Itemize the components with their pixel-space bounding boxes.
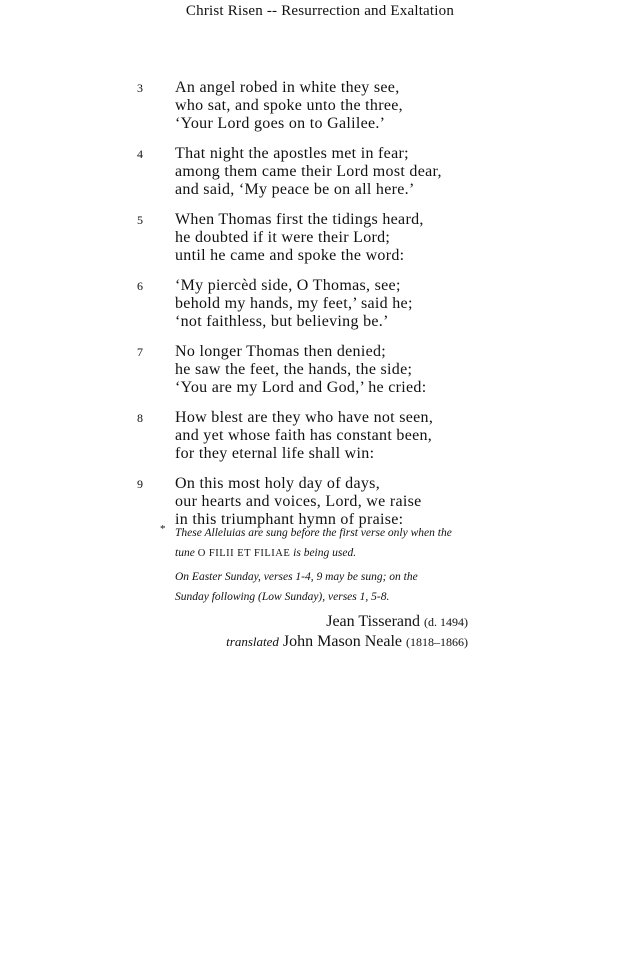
footnote-line: These Alleluias are sung before the first verse only when the [175,527,452,539]
footnote-text: tune [175,547,198,559]
verse-line: and said, ‘My peace be on all here.’ [175,181,415,198]
verse-line: An angel robed in white they see, [175,79,400,96]
author-credit [226,612,468,632]
verse-text [175,409,433,463]
verse-line: How blest are they who have not seen, [175,409,434,426]
author-dates: (d. 1494) [424,615,468,629]
verse-line: he doubted if it were their Lord; [175,229,391,246]
verse-number: 4 [137,147,143,161]
verse-line: No longer Thomas then denied; [175,343,387,360]
hymn-verses [0,79,640,541]
footnote-alleluias [175,523,452,564]
verse-text [175,145,442,199]
verse-line: our hearts and voices, Lord, we raise [175,493,422,510]
verse-number: 6 [137,279,143,293]
verse-text [175,211,424,265]
footnote-text: is being used. [290,547,357,559]
verse-line: for they eternal life shall win: [175,445,375,462]
verse-line: On this most holy day of days, [175,475,380,492]
verse-line: When Thomas first the tidings heard, [175,211,424,228]
footnote-marker: * [160,523,166,535]
verse [0,145,640,211]
verse-line: ‘My piercèd side, O Thomas, see; [175,277,401,294]
verse [0,211,640,277]
verse-line: ‘not faithless, but believing be.’ [175,313,389,330]
verse-line: behold my hands, my feet,’ said he; [175,295,413,312]
verse-line: and yet whose faith has constant been, [175,427,433,444]
verse [0,343,640,409]
verse [0,79,640,145]
footnote-line: Sunday following (Low Sunday), verses 1, 5-8. [175,591,390,603]
verse-text [175,79,403,133]
verse-line: That night the apostles met in fear; [175,145,409,162]
verse-number: 5 [137,213,143,227]
footnote-line [175,543,452,564]
verse-line: ‘Your Lord goes on to Galilee.’ [175,115,386,132]
verse-number: 3 [137,81,143,95]
verse [0,277,640,343]
verse-text [175,277,413,331]
verse-line: until he came and spoke the word: [175,247,405,264]
translator-name: John Mason Neale [282,633,402,650]
translated-label: translated [226,634,279,649]
running-head: Christ Risen -- Resurrection and Exaltation [185,3,455,19]
verse-number: 7 [137,345,143,359]
author-name: Jean Tisserand [326,613,420,630]
verse-text [175,343,426,397]
translator-dates: (1818–1866) [406,635,468,649]
tune-name: O FILII ET FILIAE [197,548,291,559]
footnote-easter [175,567,418,607]
verse-line: who sat, and spoke unto the three, [175,97,403,114]
verse-line: ‘You are my Lord and God,’ he cried: [175,379,427,396]
credits [226,612,468,652]
verse-number: 9 [137,477,143,491]
translator-credit [226,632,468,652]
verse-number: 8 [137,411,143,425]
verse-line: in this triumphant hymn of praise: [175,511,404,528]
verse-text [175,475,422,529]
verse-line: among them came their Lord most dear, [175,163,442,180]
verse-line: he saw the feet, the hands, the side; [175,361,413,378]
verse [0,409,640,475]
footnote-line: On Easter Sunday, verses 1-4, 9 may be sung; on the [175,571,418,583]
